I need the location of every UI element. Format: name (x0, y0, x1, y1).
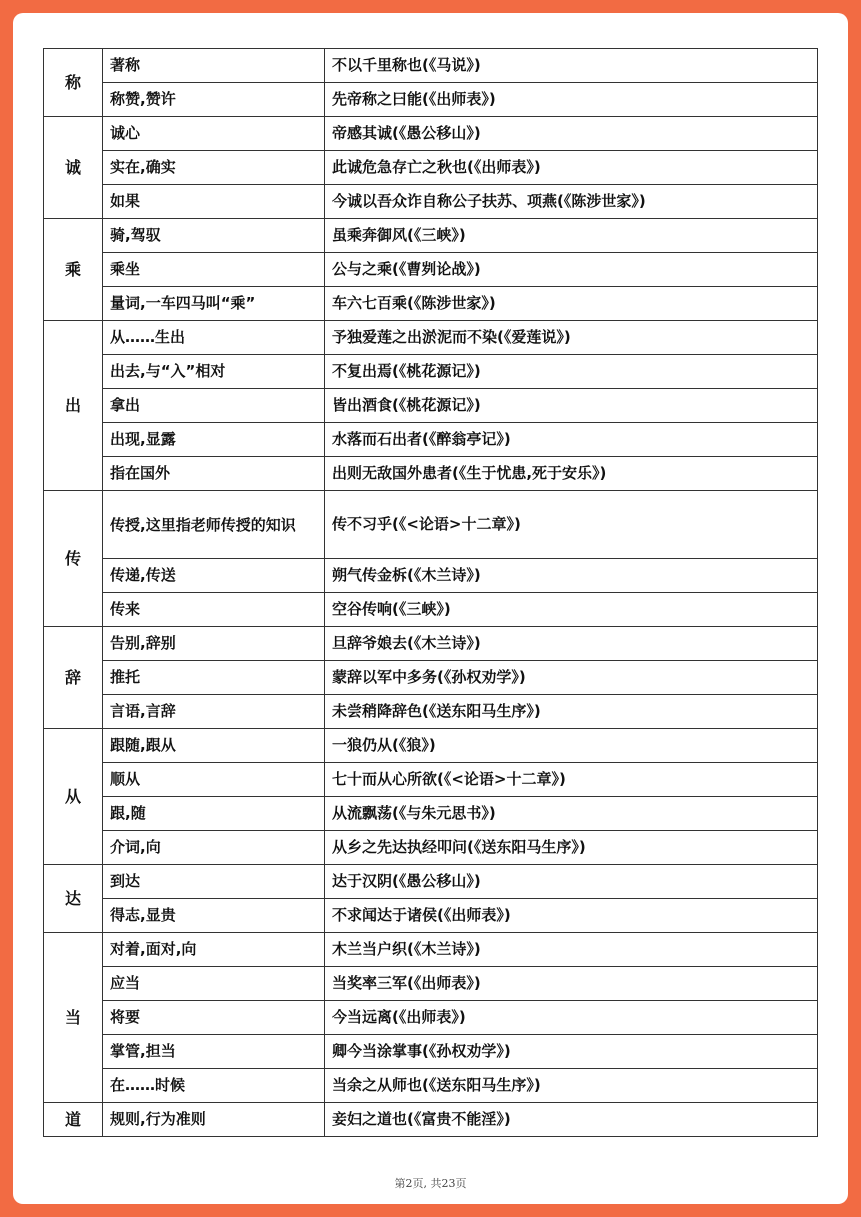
table-row (44, 661, 818, 695)
meaning-cell: 跟随,跟从 (103, 729, 325, 763)
table-row (44, 49, 818, 83)
example-cell: 公与之乘(《曹刿论战》) (325, 253, 818, 287)
example-cell: 车六七百乘(《陈涉世家》) (325, 287, 818, 321)
vocabulary-table (43, 48, 818, 1137)
example-cell: 一狼仍从(《狼》) (325, 729, 818, 763)
table-row (44, 1103, 818, 1137)
headword-cell: 出 (44, 321, 103, 491)
table-row (44, 559, 818, 593)
meaning-cell: 将要 (103, 1001, 325, 1035)
table-row (44, 627, 818, 661)
headword-cell: 传 (44, 491, 103, 627)
example-cell: 当奖率三军(《出师表》) (325, 967, 818, 1001)
meaning-cell: 掌管,担当 (103, 1035, 325, 1069)
meaning-cell: 推托 (103, 661, 325, 695)
meaning-cell: 得志,显贵 (103, 899, 325, 933)
example-cell: 从流飘荡(《与朱元思书》) (325, 797, 818, 831)
headword-cell: 辞 (44, 627, 103, 729)
table-row (44, 491, 818, 559)
table-row (44, 219, 818, 253)
table-row (44, 117, 818, 151)
meaning-cell: 传递,传送 (103, 559, 325, 593)
example-cell: 旦辞爷娘去(《木兰诗》) (325, 627, 818, 661)
meaning-cell: 言语,言辞 (103, 695, 325, 729)
table-row (44, 831, 818, 865)
page-footer: 第2页, 共23页 (394, 1177, 467, 1190)
table-row (44, 83, 818, 117)
example-cell: 今当远离(《出师表》) (325, 1001, 818, 1035)
example-cell: 不以千里称也(《马说》) (325, 49, 818, 83)
example-cell: 空谷传响(《三峡》) (325, 593, 818, 627)
meaning-cell: 从……生出 (103, 321, 325, 355)
vocabulary-table-body (44, 49, 818, 1137)
example-cell: 当余之从师也(《送东阳马生序》) (325, 1069, 818, 1103)
table-row (44, 423, 818, 457)
table-row (44, 763, 818, 797)
table-row (44, 321, 818, 355)
example-cell: 此诚危急存亡之秋也(《出师表》) (325, 151, 818, 185)
example-cell: 水落而石出者(《醉翁亭记》) (325, 423, 818, 457)
example-cell: 帝感其诚(《愚公移山》) (325, 117, 818, 151)
example-cell: 七十而从心所欲(《<论语>十二章》) (325, 763, 818, 797)
meaning-cell: 到达 (103, 865, 325, 899)
meaning-cell: 如果 (103, 185, 325, 219)
meaning-cell: 顺从 (103, 763, 325, 797)
example-cell: 达于汉阴(《愚公移山》) (325, 865, 818, 899)
meaning-cell: 指在国外 (103, 457, 325, 491)
example-cell: 出则无敌国外患者(《生于忧患,死于安乐》) (325, 457, 818, 491)
example-cell: 从乡之先达执经叩问(《送东阳马生序》) (325, 831, 818, 865)
meaning-cell: 规则,行为准则 (103, 1103, 325, 1137)
table-row (44, 355, 818, 389)
example-cell: 朔气传金柝(《木兰诗》) (325, 559, 818, 593)
table-row (44, 151, 818, 185)
headword-cell: 道 (44, 1103, 103, 1137)
headword-cell: 当 (44, 933, 103, 1103)
example-cell: 卿今当涂掌事(《孙权劝学》) (325, 1035, 818, 1069)
table-row (44, 899, 818, 933)
table-row (44, 695, 818, 729)
example-cell: 妾妇之道也(《富贵不能淫》) (325, 1103, 818, 1137)
meaning-cell: 出现,显露 (103, 423, 325, 457)
meaning-cell: 告别,辞别 (103, 627, 325, 661)
table-row (44, 457, 818, 491)
meaning-cell: 在……时候 (103, 1069, 325, 1103)
meaning-cell: 介词,向 (103, 831, 325, 865)
example-cell: 传不习乎(《<论语>十二章》) (325, 491, 818, 559)
document-page (13, 13, 848, 1204)
meaning-cell: 乘坐 (103, 253, 325, 287)
meaning-cell: 诚心 (103, 117, 325, 151)
example-cell: 予独爱莲之出淤泥而不染(《爱莲说》) (325, 321, 818, 355)
table-row (44, 389, 818, 423)
meaning-cell: 传来 (103, 593, 325, 627)
meaning-cell: 量词,一车四马叫“乘” (103, 287, 325, 321)
table-row (44, 185, 818, 219)
table-row (44, 253, 818, 287)
table-row (44, 593, 818, 627)
headword-cell: 诚 (44, 117, 103, 219)
example-cell: 先帝称之曰能(《出师表》) (325, 83, 818, 117)
example-cell: 未尝稍降辞色(《送东阳马生序》) (325, 695, 818, 729)
headword-cell: 称 (44, 49, 103, 117)
example-cell: 今诚以吾众诈自称公子扶苏、项燕(《陈涉世家》) (325, 185, 818, 219)
meaning-cell: 骑,驾驭 (103, 219, 325, 253)
headword-cell: 从 (44, 729, 103, 865)
table-row (44, 933, 818, 967)
table-row (44, 797, 818, 831)
meaning-cell: 对着,面对,向 (103, 933, 325, 967)
meaning-cell: 著称 (103, 49, 325, 83)
example-cell: 皆出酒食(《桃花源记》) (325, 389, 818, 423)
meaning-cell: 拿出 (103, 389, 325, 423)
table-row (44, 967, 818, 1001)
table-row (44, 729, 818, 763)
table-row (44, 1069, 818, 1103)
meaning-cell: 应当 (103, 967, 325, 1001)
example-cell: 不求闻达于诸侯(《出师表》) (325, 899, 818, 933)
meaning-cell: 实在,确实 (103, 151, 325, 185)
example-cell: 蒙辞以军中多务(《孙权劝学》) (325, 661, 818, 695)
table-row (44, 865, 818, 899)
headword-cell: 达 (44, 865, 103, 933)
table-row (44, 1035, 818, 1069)
meaning-cell: 称赞,赞许 (103, 83, 325, 117)
example-cell: 不复出焉(《桃花源记》) (325, 355, 818, 389)
meaning-cell: 传授,这里指老师传授的知识 (103, 491, 325, 559)
headword-cell: 乘 (44, 219, 103, 321)
example-cell: 虽乘奔御风(《三峡》) (325, 219, 818, 253)
example-cell: 木兰当户织(《木兰诗》) (325, 933, 818, 967)
meaning-cell: 出去,与“入”相对 (103, 355, 325, 389)
meaning-cell: 跟,随 (103, 797, 325, 831)
table-row (44, 287, 818, 321)
table-row (44, 1001, 818, 1035)
